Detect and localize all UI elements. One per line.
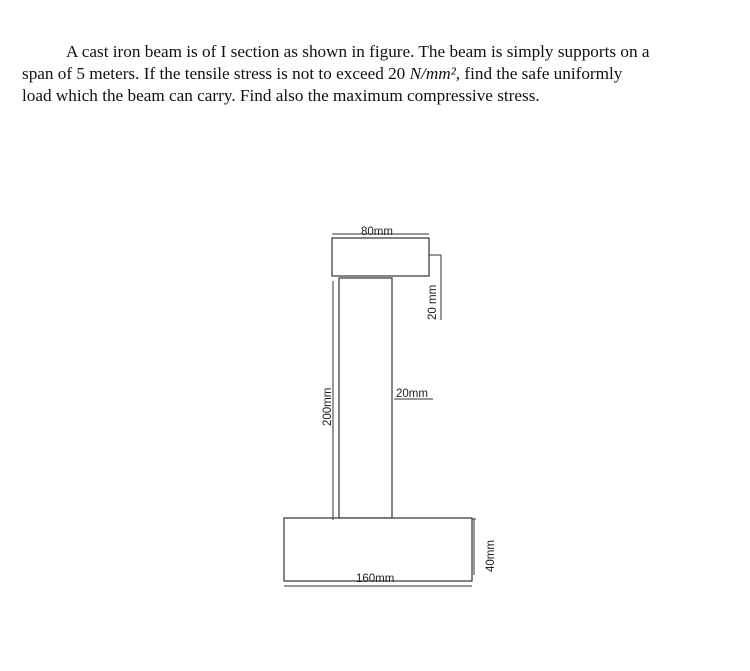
top-flange-width-label: 80mm xyxy=(361,226,393,238)
overall-depth-label: 200mm xyxy=(322,387,334,426)
bottom-flange-width-label: 160mm xyxy=(356,573,395,585)
top-flange xyxy=(332,238,429,276)
bottom-flange xyxy=(284,518,472,581)
stress-unit: N/mm² xyxy=(409,64,456,83)
bottom-flange-thickness-label: 40mm xyxy=(485,540,497,572)
problem-line-3: load which the beam can carry. Find also the maximum compressive stress. xyxy=(22,86,540,105)
problem-line-1: A cast iron beam is of I section as shown in figure. The beam is simply supports on a xyxy=(66,42,650,61)
problem-line-2-end: , find the safe uniformly xyxy=(455,64,623,83)
problem-line-2-start: span of 5 meters. If the tensile stress is not to exceed 20 xyxy=(22,64,410,83)
top-flange-thickness-label: 20 mm xyxy=(427,284,439,320)
web xyxy=(339,278,392,518)
web-thickness-label: 20mm xyxy=(396,388,428,400)
